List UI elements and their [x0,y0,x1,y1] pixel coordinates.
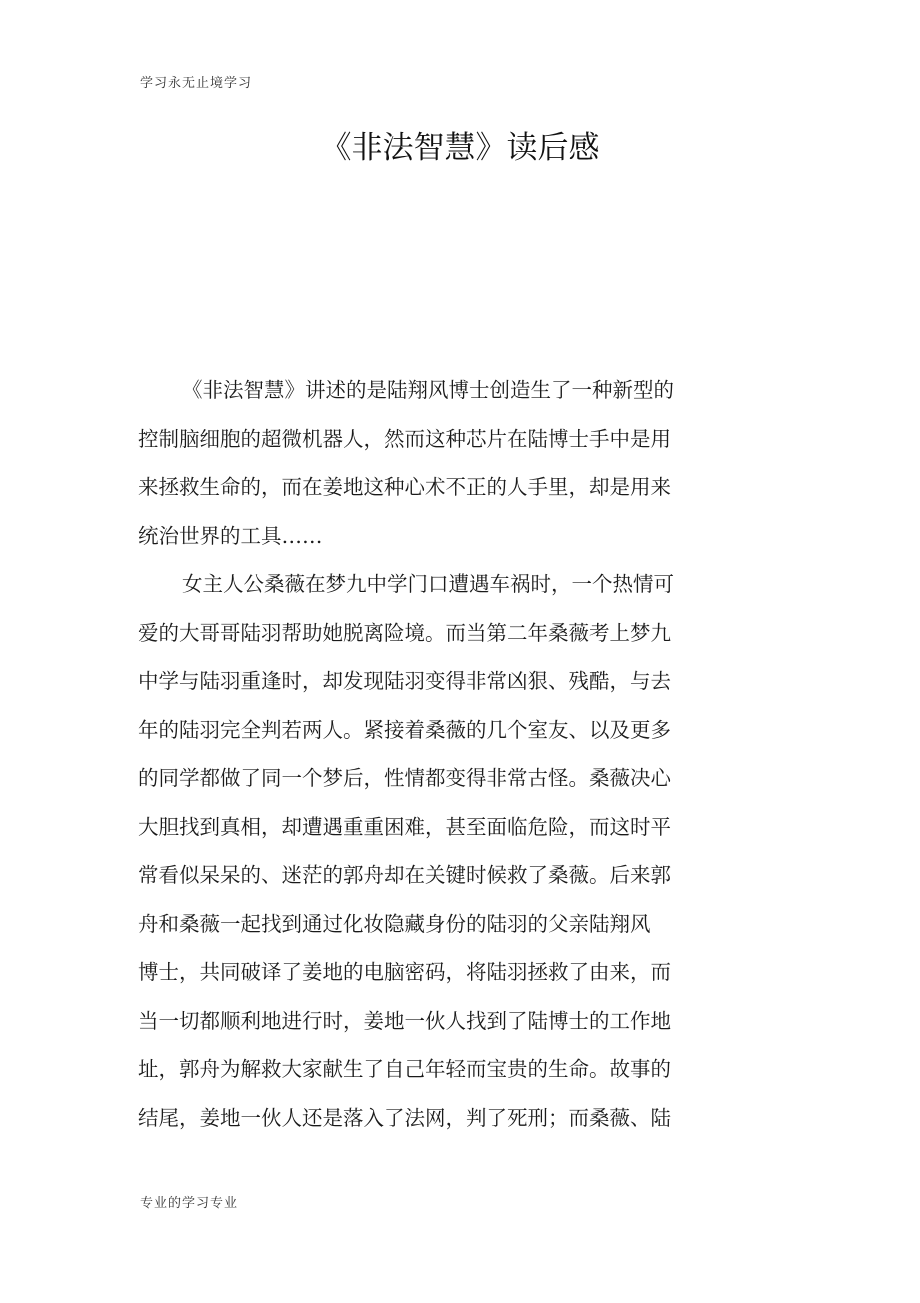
paragraph-1-line-3: 来拯救生命的，而在姜地这种心术不正的人手里，却是用来 [138,475,671,499]
paragraph-2-line-8: 舟和桑薇一起找到通过化妆隐藏身份的陆羽的父亲陆翔风 [138,911,651,936]
paragraph-2-line-5: 的同学都做了同一个梦后，性情都变得非常古怪。桑薇决心 [138,766,671,790]
paragraph-2-line-6: 大胆找到真相，却遭遇重重困难，甚至面临危险，而这时平 [138,814,671,839]
paragraph-2-line-4: 年的陆羽完全判若两人。紧接着桑薇的几个室友、以及更多 [138,717,671,742]
paragraph-2-line-10: 当一切都顺利地进行时，姜地一伙人找到了陆博士的工作地 [138,1008,671,1033]
page-footer: 专业的学习专业 [140,1196,239,1211]
paragraph-2-line-11: 址，郭舟为解救大家献生了自己年轻而宝贵的生命。故事的 [138,1057,671,1081]
paragraph-1-line-4: 统治世界的工具…… [138,523,323,548]
page-header: 学习永无止境学习 [140,76,253,91]
paragraph-2-line-3: 中学与陆羽重逢时，却发现陆羽变得非常凶狠、残酷，与去 [138,669,671,693]
paragraph-2-line-1: 女主人公桑薇在梦九中学门口遭遇车祸时，一个热情可 [182,572,674,596]
paragraph-2-line-9: 博士，共同破译了姜地的电脑密码，将陆羽拯救了由来，而 [138,960,671,984]
document-title: 《非法智慧》读后感 [320,130,600,166]
paragraph-2-line-2: 爱的大哥哥陆羽帮助她脱离险境。而当第二年桑薇考上梦九 [138,620,671,645]
paragraph-2-line-7: 常看似呆呆的、迷茫的郭舟却在关键时候救了桑薇。后来郭 [138,863,671,887]
document-body [138,372,718,1148]
paragraph-2-line-12: 结尾，姜地一伙人还是落入了法网，判了死刑；而桑薇、陆 [138,1105,671,1130]
paragraph-1-line-2: 控制脑细胞的超微机器人，然而这种芯片在陆博士手中是用 [138,426,671,451]
paragraph-1-line-1: 《非法智慧》讲述的是陆翔风博士创造生了一种新型的 [182,378,674,402]
